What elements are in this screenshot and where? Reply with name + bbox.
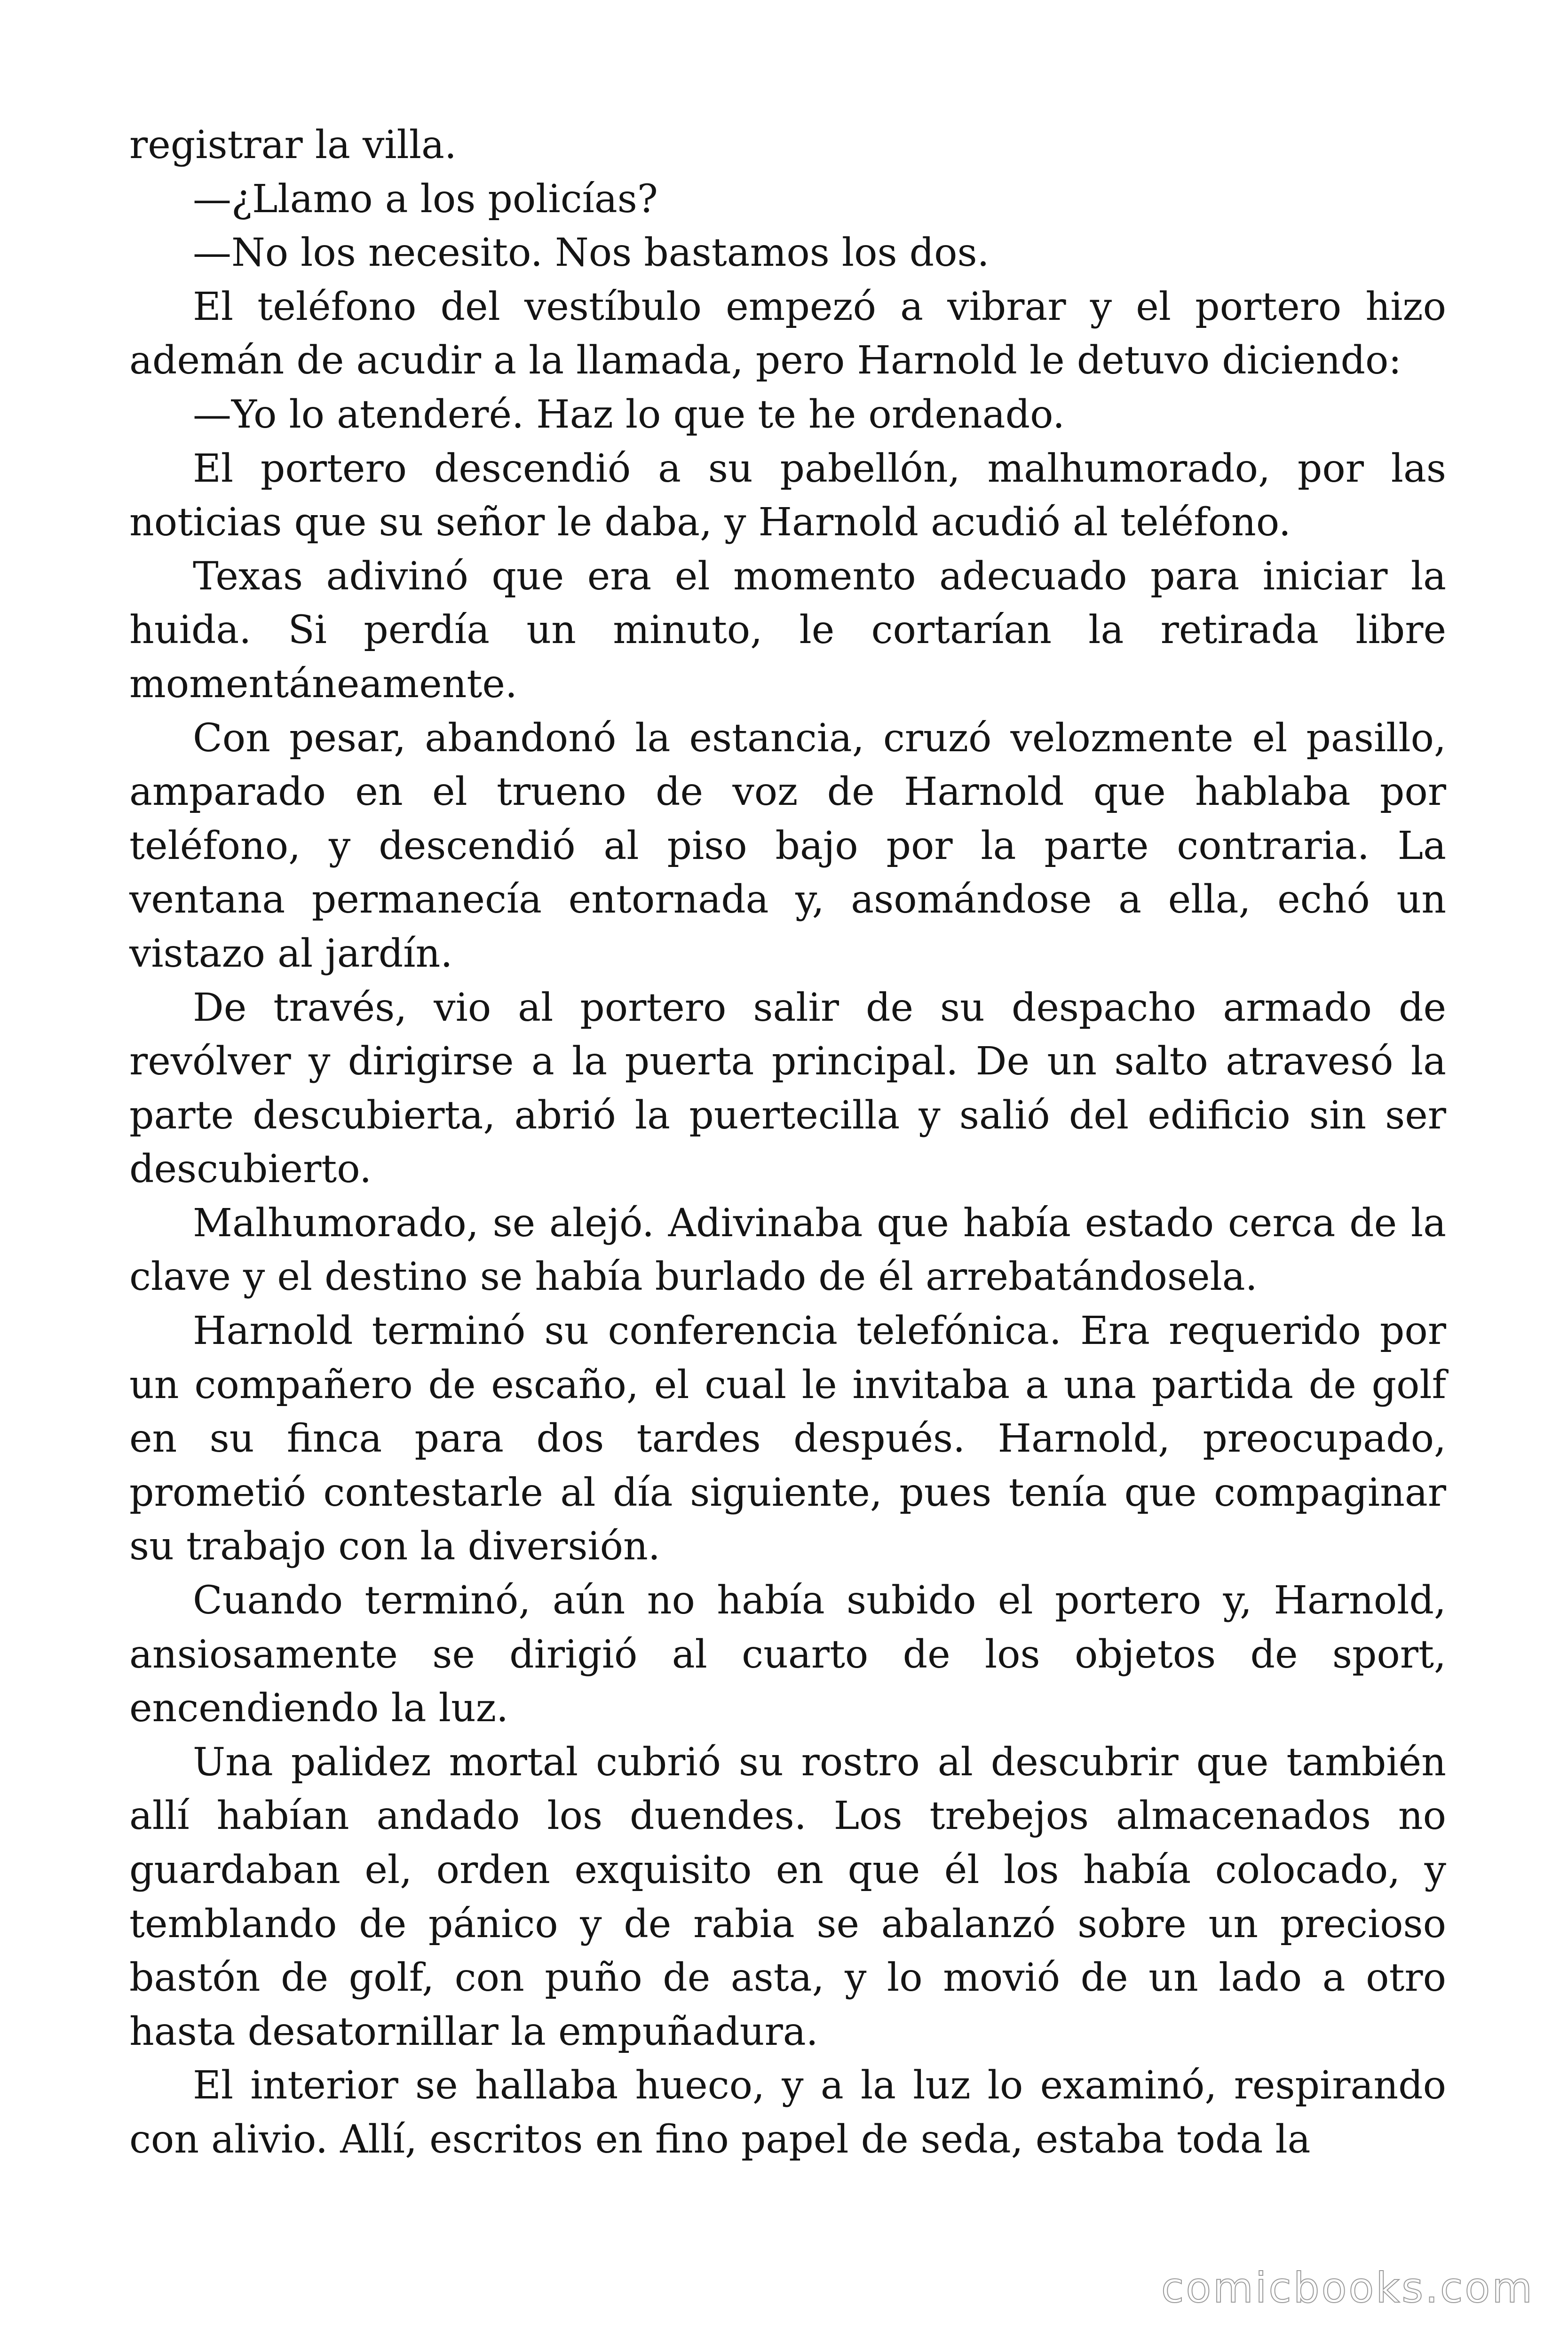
paragraph-8: Con pesar, abandonó la estancia, cruzó velozmente el pasillo, amparado en el trueno de voz de Harnold que hablaba por teléfono, y descendió al piso bajo por la parte contraria. La ventana permanecía entornada y, asomándose a ella, echó un vistazo al jardín. xyxy=(129,715,1446,976)
watermark: comicbooks.com xyxy=(1161,2264,1534,2312)
paragraph-6: El portero descendió a su pabellón, malhumorado, por las noticias que su señor le daba, y Harnold acudió al teléfono. xyxy=(129,446,1446,545)
paragraph-5: —Yo lo atenderé. Haz lo que te he ordenado. xyxy=(193,392,1065,437)
paragraph-3: —No los necesito. Nos bastamos los dos. xyxy=(193,230,990,276)
paragraph-11: Harnold terminó su conferencia telefónica. Era requerido por un compañero de escaño, el cual le invitaba a una partida de golf en su finca para dos tardes después. Harnold, preocupado, prometió contestarle al día siguiente, pues tenía que compaginar su trabajo con la diversión. xyxy=(129,1309,1446,1569)
paragraph-7: Texas adivinó que era el momento adecuado para iniciar la huida. Si perdía un minuto, le cortarían la retirada libre momentáneamente. xyxy=(129,554,1446,707)
paragraph-10: Malhumorado, se alejó. Adivinaba que había estado cerca de la clave y el destino se había burlado de él arrebatándosela. xyxy=(129,1200,1446,1300)
paragraph-9: De través, vio al portero salir de su despacho armado de revólver y dirigirse a la puerta principal. De un salto atravesó la parte descubierta, abrió la puertecilla y salió del edificio sin ser descubierto. xyxy=(129,985,1446,1192)
paragraph-1: registrar la villa. xyxy=(129,123,457,167)
paragraph-14: El interior se hallaba hueco, y a la luz lo examinó, respirando con alivio. Allí, escritos en fino papel de seda, estaba toda la xyxy=(129,2063,1446,2162)
paragraph-4: El teléfono del vestíbulo empezó a vibrar y el portero hizo ademán de acudir a la llamada, pero Harnold le detuvo diciendo: xyxy=(129,284,1446,383)
paragraph-13: Una palidez mortal cubrió su rostro al descubrir que también allí habían andado los duendes. Los trebejos almacenados no guardaban el, orden exquisito en que él los había colocado, y temblando de pánico y de rabia se abalanzó sobre un precioso bastón de golf, con puño de asta, y lo movió de un lado a otro hasta desatornillar la empuñadura. xyxy=(129,1740,1446,2054)
page-text xyxy=(129,119,1446,2167)
paragraph-12: Cuando terminó, aún no había subido el portero y, Harnold, ansiosamente se dirigió al cuarto de los objetos de sport, encendiendo la luz. xyxy=(129,1578,1446,1731)
paragraph-2: —¿Llamo a los policías? xyxy=(193,176,658,222)
